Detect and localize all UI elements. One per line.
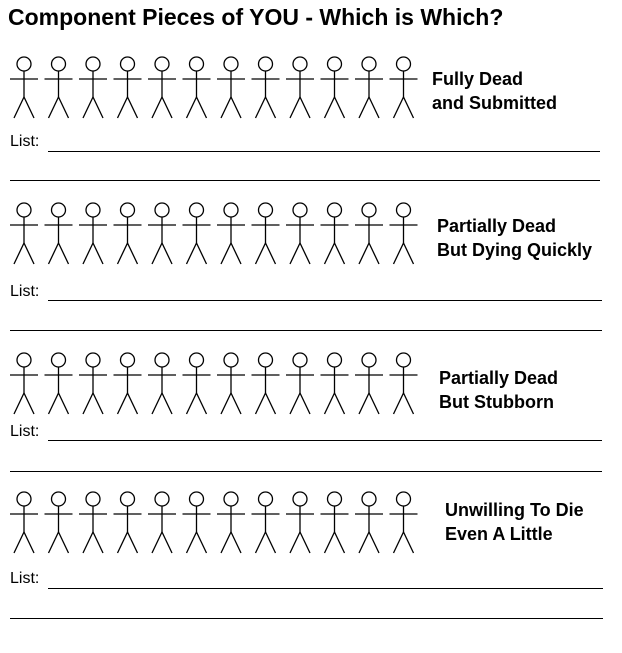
stick-figure-icon <box>217 353 245 414</box>
caption-line-1: Unwilling To Die <box>445 500 584 520</box>
stick-figure-icon <box>10 203 38 264</box>
stick-figure-icon <box>79 492 107 553</box>
list-label: List: <box>10 570 40 587</box>
stick-figure-icon <box>148 353 176 414</box>
stick-figure-icon <box>252 353 280 414</box>
list-line-2[interactable] <box>10 330 602 331</box>
stick-figure-icon <box>10 492 38 553</box>
stick-figure-icon <box>114 353 142 414</box>
stick-figure-icon <box>217 492 245 553</box>
caption-line-2: But Dying Quickly <box>437 240 593 260</box>
section-caption <box>445 498 584 546</box>
stick-figure-icon <box>79 203 107 264</box>
stick-figure-icon <box>79 57 107 118</box>
stick-figure-icon <box>183 492 211 553</box>
stick-figure-icon <box>148 203 176 264</box>
list-label: List: <box>10 283 40 300</box>
caption-line-1: Fully Dead <box>432 69 524 89</box>
stick-figure-icon <box>286 203 314 264</box>
caption-line-2: But Stubborn <box>439 392 554 412</box>
caption-line-1: Partially Dead <box>439 368 559 388</box>
stick-figure-icon <box>10 57 38 118</box>
list-label: List: <box>10 133 40 150</box>
stick-figure-icon <box>114 203 142 264</box>
stick-figure-icon <box>252 492 280 553</box>
stick-figure-row <box>8 352 418 416</box>
stick-figure-icon <box>148 492 176 553</box>
stick-figure-icon <box>45 492 73 553</box>
stick-figure-icon <box>286 492 314 553</box>
stick-figure-icon <box>390 492 418 553</box>
stick-figure-icon <box>252 57 280 118</box>
list-line-1[interactable] <box>48 588 603 589</box>
caption-line-1: Partially Dead <box>437 216 557 236</box>
stick-figure-icon <box>390 353 418 414</box>
stick-figure-row <box>8 202 418 266</box>
stick-figure-icon <box>321 492 349 553</box>
list-line-1[interactable] <box>48 440 602 441</box>
stick-figure-icon <box>321 203 349 264</box>
section-unwilling-to-die <box>0 491 622 631</box>
stick-figure-icon <box>355 203 383 264</box>
stick-figure-icon <box>148 57 176 118</box>
stick-figure-icon <box>321 353 349 414</box>
stick-figure-icon <box>10 353 38 414</box>
stick-figure-icon <box>355 492 383 553</box>
caption-line-2: and Submitted <box>432 93 557 113</box>
section-caption <box>439 366 558 414</box>
section-caption <box>432 67 557 115</box>
caption-line-2: Even A Little <box>445 524 553 544</box>
section-partially-dead-dying-quickly <box>0 202 622 342</box>
stick-figure-icon <box>355 57 383 118</box>
stick-figure-row <box>8 491 418 555</box>
stick-figure-icon <box>114 492 142 553</box>
stick-figure-icon <box>355 353 383 414</box>
stick-figure-icon <box>286 57 314 118</box>
stick-figure-icon <box>321 57 349 118</box>
stick-figure-icon <box>45 57 73 118</box>
stick-figure-row <box>8 56 418 120</box>
stick-figure-icon <box>217 203 245 264</box>
list-line-1[interactable] <box>48 151 600 152</box>
stick-figure-icon <box>114 57 142 118</box>
section-partially-dead-stubborn <box>0 352 622 492</box>
list-line-2[interactable] <box>10 180 600 181</box>
stick-figure-icon <box>183 57 211 118</box>
stick-figure-icon <box>217 57 245 118</box>
stick-figure-icon <box>390 203 418 264</box>
page-title: Component Pieces of YOU - Which is Which? <box>8 4 504 30</box>
stick-figure-icon <box>45 203 73 264</box>
list-line-2[interactable] <box>10 618 603 619</box>
stick-figure-icon <box>183 203 211 264</box>
section-caption <box>437 214 592 262</box>
stick-figure-icon <box>286 353 314 414</box>
stick-figure-icon <box>390 57 418 118</box>
list-line-2[interactable] <box>10 471 602 472</box>
stick-figure-icon <box>79 353 107 414</box>
section-fully-dead <box>0 56 622 196</box>
list-line-1[interactable] <box>48 300 602 301</box>
stick-figure-icon <box>183 353 211 414</box>
stick-figure-icon <box>45 353 73 414</box>
stick-figure-icon <box>252 203 280 264</box>
list-label: List: <box>10 423 40 440</box>
